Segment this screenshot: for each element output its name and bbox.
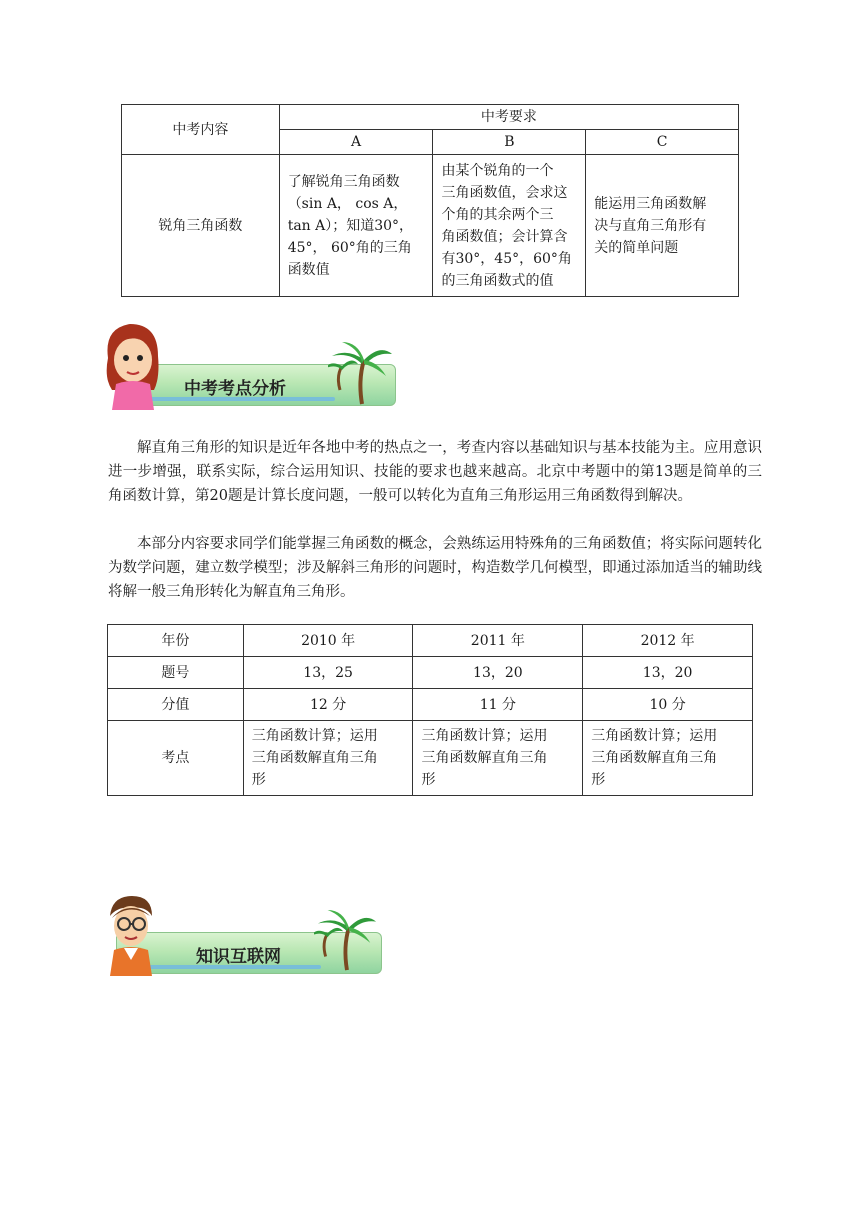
cell-c-line: 能运用三角函数解 — [594, 195, 707, 212]
section-banner-analysis — [100, 318, 400, 413]
palm-tree-icon — [314, 908, 378, 972]
level-a: A — [279, 130, 433, 155]
topic-line: 三角函数计算；运用 — [421, 728, 548, 744]
row-label: 锐角三角函数 — [122, 155, 280, 297]
level-c: C — [586, 130, 739, 155]
question-cell: 13，20 — [583, 657, 753, 689]
topic-line: 形 — [591, 772, 606, 788]
row-header: 年份 — [108, 625, 244, 657]
year-cell: 2011 年 — [413, 625, 583, 657]
question-cell: 13，20 — [413, 657, 583, 689]
exam-stats-table — [107, 624, 753, 796]
cell-a-line: 45°， 60°角的三角 — [287, 239, 412, 256]
cell-b-line: 个角的其余两个三 — [441, 206, 554, 223]
table-row — [108, 689, 753, 721]
palm-tree-icon — [328, 340, 394, 406]
section-banner-network — [100, 890, 385, 980]
table-row — [108, 721, 753, 796]
cell-a-line: 函数值 — [287, 261, 330, 278]
cell-b-line: 三角函数值，会求这 — [441, 184, 568, 201]
topic-cell — [243, 721, 413, 796]
topic-line: 三角函数解直角三角 — [421, 750, 548, 766]
cell-a-line: （sin A， cos A， — [287, 195, 408, 212]
question-cell: 13，25 — [243, 657, 413, 689]
cell-b-line: 有30°，45°，60°角 — [441, 250, 572, 267]
header-content: 中考内容 — [122, 105, 280, 155]
section-title-analysis: 中考考点分析 — [184, 379, 286, 399]
header-requirements: 中考要求 — [279, 105, 738, 130]
topic-line: 三角函数计算；运用 — [591, 728, 718, 744]
topic-line: 三角函数计算；运用 — [251, 728, 378, 744]
row-header: 考点 — [108, 721, 244, 796]
cell-b-line: 由某个锐角的一个 — [441, 162, 554, 179]
cell-a-line: tan A）；知道30°， — [287, 217, 414, 234]
topic-line: 三角函数解直角三角 — [251, 750, 378, 766]
topic-line: 三角函数解直角三角 — [591, 750, 718, 766]
paragraph: 本部分内容要求同学们能掌握三角函数的概念，会熟练运用特殊角的三角函数值；将实际问题转化为数学问题，建立数学模型；涉及解斜三角形的问题时，构造数学几何模型，即通过添加适当的辅助线将解一般三角形转化为解直角三角形。 — [108, 536, 762, 600]
section-title-network: 知识互联网 — [196, 947, 281, 967]
cell-c-line: 决与直角三角形有 — [594, 217, 707, 234]
year-cell: 2012 年 — [583, 625, 753, 657]
topic-line: 形 — [251, 772, 266, 788]
table-row — [108, 657, 753, 689]
boy-avatar-icon — [102, 892, 158, 976]
topic-cell — [583, 721, 753, 796]
table-row — [108, 625, 753, 657]
score-cell: 12 分 — [243, 689, 413, 721]
cell-b-line: 角函数值；会计算含 — [441, 228, 568, 245]
score-cell: 11 分 — [413, 689, 583, 721]
requirements-table — [121, 104, 739, 297]
cell-a-line: 了解锐角三角函数 — [287, 173, 400, 190]
year-cell: 2010 年 — [243, 625, 413, 657]
topic-line: 形 — [421, 772, 436, 788]
score-cell: 10 分 — [583, 689, 753, 721]
paragraph: 解直角三角形的知识是近年各地中考的热点之一，考查内容以基础知识与基本技能为主。应用意识进一步增强，联系实际，综合运用知识、技能的要求也越来越高。北京中考题中的第13题是简单的三角函数计算，第20题是计算长度问题，一般可以转化为直角三角形运用三角函数得到解决。 — [108, 440, 762, 504]
row-header: 题号 — [108, 657, 244, 689]
cell-b-line: 的三角函数式的值 — [441, 272, 554, 289]
row-header: 分值 — [108, 689, 244, 721]
girl-avatar-icon — [100, 318, 166, 410]
level-b: B — [433, 130, 586, 155]
cell-c-line: 关的简单问题 — [594, 239, 679, 256]
cell-a — [279, 155, 433, 297]
topic-cell — [413, 721, 583, 796]
cell-c — [586, 155, 739, 297]
cell-b — [433, 155, 586, 297]
